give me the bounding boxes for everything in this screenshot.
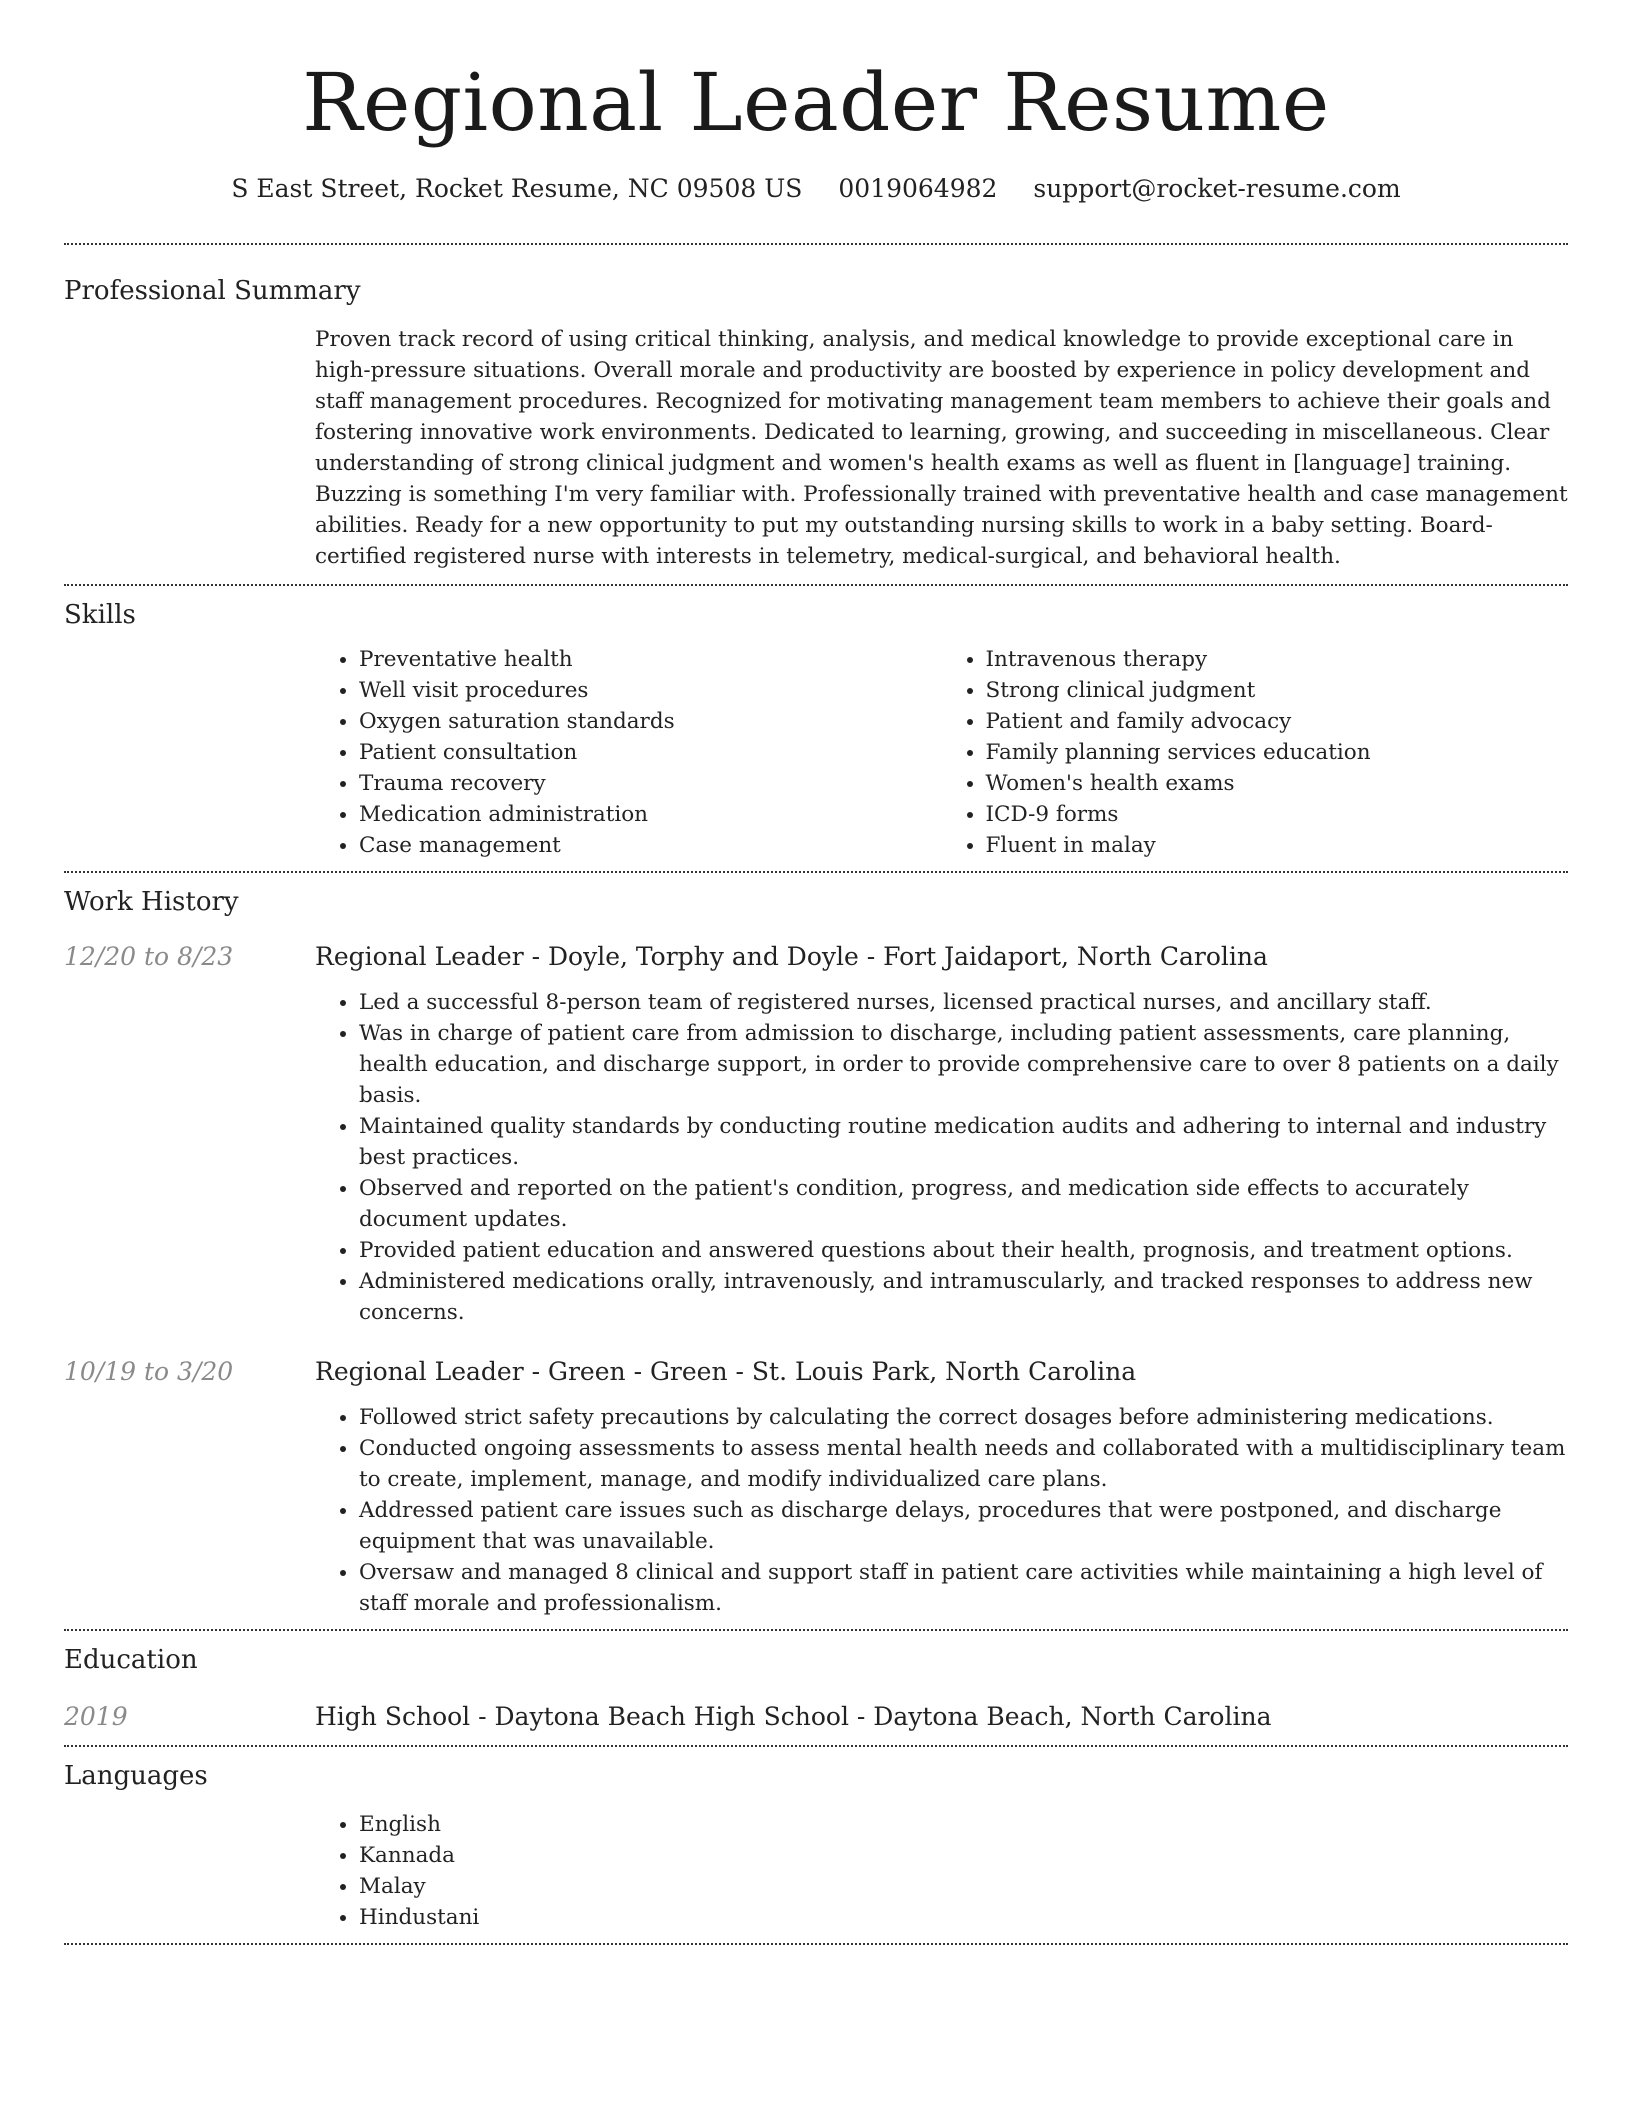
job-bullet: • Conducted ongoing assessments to assess mental health needs and collaborated with a multidisciplinary team to create, implement, manage, and modify individualized care plans. bbox=[359, 1433, 1568, 1495]
work-section bbox=[64, 873, 1568, 1629]
skill-item: • Oxygen saturation standards bbox=[359, 706, 942, 737]
education-year: 2019 bbox=[64, 1702, 128, 1731]
skill-item: • Strong clinical judgment bbox=[986, 675, 1569, 706]
skills-columns bbox=[315, 632, 1568, 871]
education-heading: Education bbox=[64, 1645, 198, 1675]
skills-list-left bbox=[315, 644, 942, 861]
job-bullet: • Addressed patient care issues such as discharge delays, procedures that were postponed, and discharge equipment that was unavailable. bbox=[359, 1495, 1568, 1557]
job-dates: 10/19 to 3/20 bbox=[64, 1357, 234, 1386]
language-item: • English bbox=[359, 1809, 1568, 1840]
summary-text: Proven track record of using critical thinking, analysis, and medical knowledge to provide exceptional care in high-pressure situations. Overall morale and productivity are boosted by experience in policy development and staff management procedures. Recognized for motivating management team members to achieve their goals and fostering innovative work environments. Dedicated to learning, growing, and succeeding in miscellaneous. Clear understanding of strong clinical judgment and women's health exams as well as fluent in [language] training. Buzzing is something I'm very familiar with. Professionally trained with preventative health and case management abilities. Ready for a new opportunity to put my outstanding nursing skills to work in a baby setting. Board-certified registered nurse with interests in telemetry, medical-surgical, and behavioral health. bbox=[315, 327, 1568, 569]
job-bullet: • Provided patient education and answered questions about their health, prognosis, and treatment options. bbox=[359, 1235, 1568, 1266]
page-title: Regional Leader Resume bbox=[302, 56, 1330, 149]
job-bullet: • Led a successful 8-person team of registered nurses, licensed practical nurses, and ancillary staff. bbox=[359, 987, 1568, 1018]
skills-heading: Skills bbox=[64, 600, 136, 630]
resume-page bbox=[64, 0, 1568, 1945]
job-bullet: • Maintained quality standards by conducting routine medication audits and adhering to internal and industry best practices. bbox=[359, 1111, 1568, 1173]
skill-item: • Intravenous therapy bbox=[986, 644, 1569, 675]
skill-item: • Patient consultation bbox=[359, 737, 942, 768]
divider bbox=[64, 1943, 1568, 1945]
contact-line bbox=[64, 173, 1568, 205]
skill-item: • Preventative health bbox=[359, 644, 942, 675]
languages-heading: Languages bbox=[64, 1761, 208, 1791]
summary-section bbox=[64, 245, 1568, 584]
skills-list-right bbox=[942, 644, 1569, 861]
languages-section bbox=[64, 1747, 1568, 1943]
skill-item: • Case management bbox=[359, 830, 942, 861]
language-item: • Malay bbox=[359, 1871, 1568, 1902]
education-section bbox=[64, 1631, 1568, 1745]
skill-item: • Fluent in malay bbox=[986, 830, 1569, 861]
skill-item: • Medication administration bbox=[359, 799, 942, 830]
job-title: Regional Leader - Doyle, Torphy and Doyle - Fort Jaidaport, North Carolina bbox=[315, 942, 1268, 971]
job-title: Regional Leader - Green - Green - St. Louis Park, North Carolina bbox=[315, 1357, 1137, 1386]
job-entry bbox=[64, 1328, 1568, 1629]
job-bullet: • Was in charge of patient care from admission to discharge, including patient assessments, care planning, health education, and discharge support, in order to provide comprehensive care to over 8 patients on a daily basis. bbox=[359, 1018, 1568, 1111]
skill-item: • Family planning services education bbox=[986, 737, 1569, 768]
language-item: • Hindustani bbox=[359, 1902, 1568, 1933]
education-entry bbox=[64, 1677, 1568, 1745]
education-title: High School - Daytona Beach High School - Daytona Beach, North Carolina bbox=[315, 1702, 1272, 1731]
job-bullets bbox=[315, 973, 1568, 1328]
email: support@rocket-resume.com bbox=[1033, 174, 1401, 203]
skill-item: • Women's health exams bbox=[986, 768, 1569, 799]
job-dates: 12/20 to 8/23 bbox=[64, 942, 234, 971]
job-bullet: • Observed and reported on the patient's condition, progress, and medication side effects to accurately document updates. bbox=[359, 1173, 1568, 1235]
skill-item: • Patient and family advocacy bbox=[986, 706, 1569, 737]
phone: 0019064982 bbox=[838, 174, 998, 203]
summary-heading: Professional Summary bbox=[64, 276, 361, 306]
skill-item: • ICD-9 forms bbox=[986, 799, 1569, 830]
job-bullets bbox=[315, 1388, 1568, 1629]
language-item: • Kannada bbox=[359, 1840, 1568, 1871]
address: S East Street, Rocket Resume, NC 09508 US bbox=[231, 174, 803, 203]
languages-list bbox=[315, 1793, 1568, 1943]
skills-section bbox=[64, 586, 1568, 871]
skill-item: • Well visit procedures bbox=[359, 675, 942, 706]
job-bullet: • Administered medications orally, intravenously, and intramuscularly, and tracked responses to address new concerns. bbox=[359, 1266, 1568, 1328]
skill-item: • Trauma recovery bbox=[359, 768, 942, 799]
job-entry bbox=[64, 919, 1568, 1328]
job-bullet: • Oversaw and managed 8 clinical and support staff in patient care activities while maintaining a high level of staff morale and professionalism. bbox=[359, 1557, 1568, 1619]
work-heading: Work History bbox=[64, 887, 239, 917]
job-bullet: • Followed strict safety precautions by calculating the correct dosages before administering medications. bbox=[359, 1402, 1568, 1433]
